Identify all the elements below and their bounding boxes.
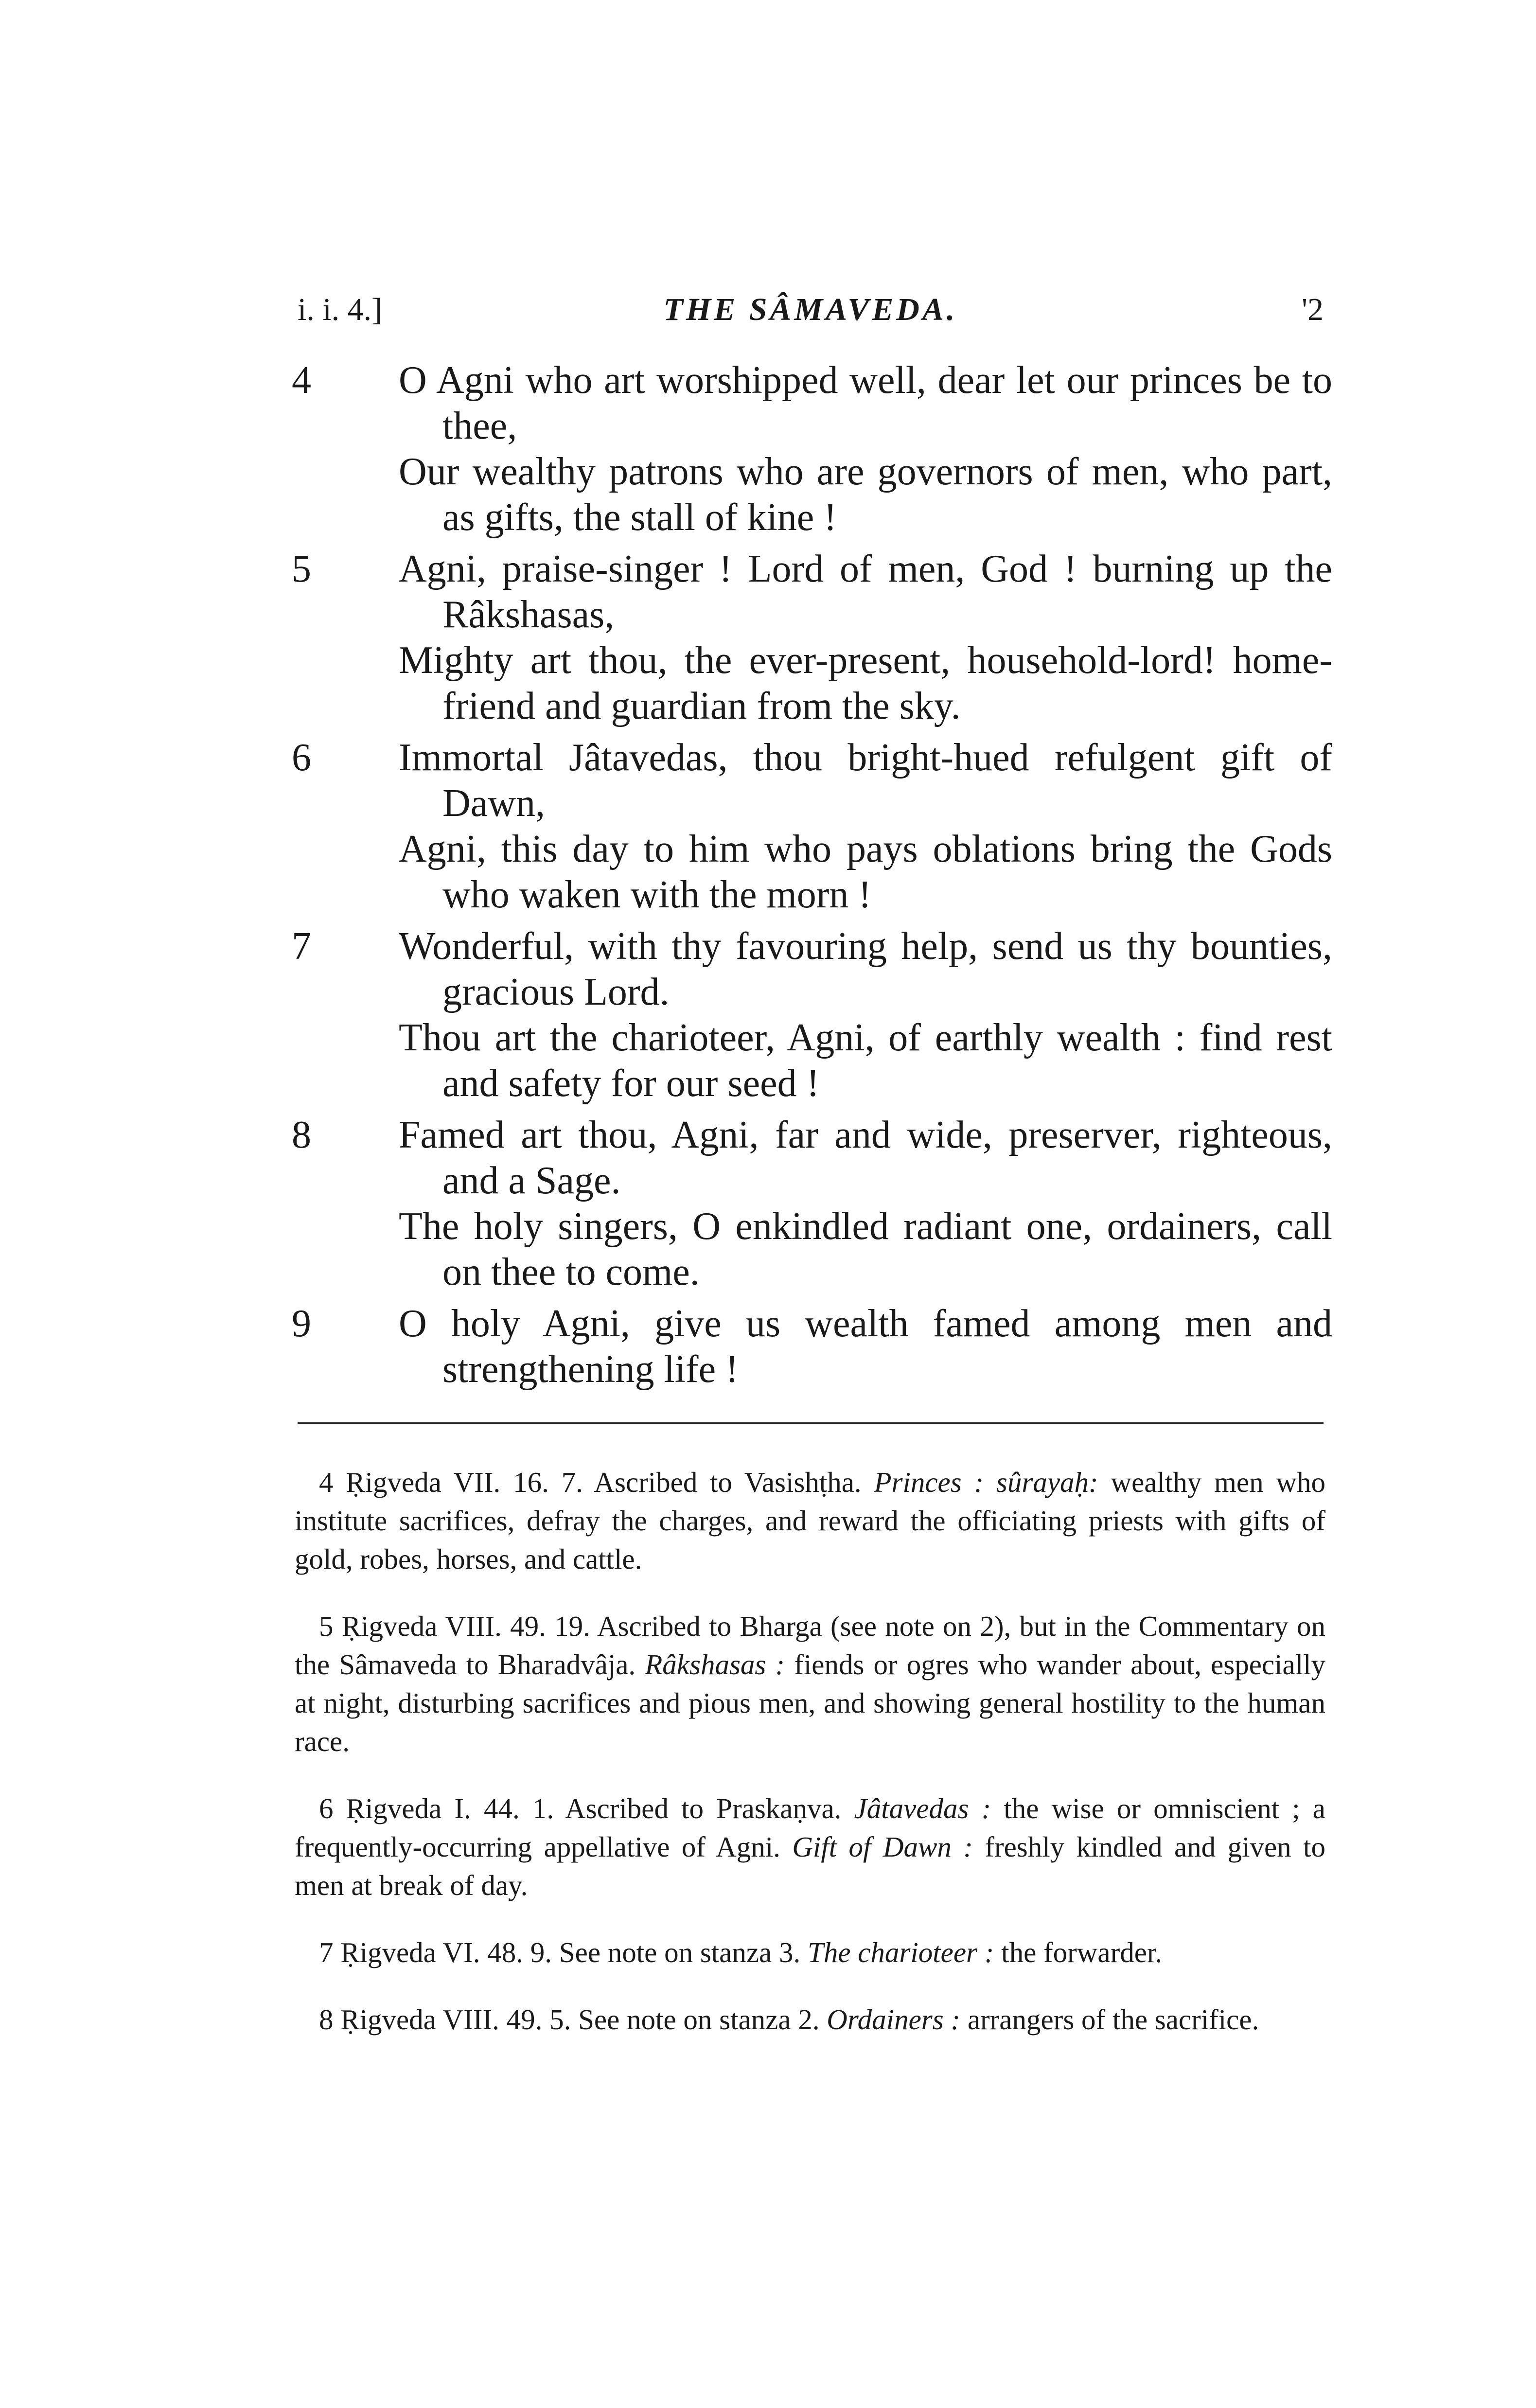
stanza-number: 9 (292, 1302, 311, 1345)
footnote (295, 1933, 1325, 1972)
note-source: 4 Ṛigveda VII. 16. 7. (319, 1466, 583, 1498)
page-title: THE SÂMAVEDA. (663, 292, 958, 327)
running-header (298, 288, 1324, 332)
stanza (292, 1112, 1332, 1295)
stanza-number: 5 (292, 548, 311, 590)
note-term: Princes : sûrayaḥ: (874, 1466, 1098, 1498)
note-source: 5 Ṛigveda VIII. 49. 19. (319, 1610, 590, 1642)
note-source: 8 Ṛigveda VIII. 49. 5. (319, 2003, 571, 2036)
verse-line: Our wealthy patrons who are governors of men, who part, as gifts, the stall of kine ! (399, 450, 1332, 539)
note-text: fiends or ogres who wander about, especially at night, disturbing sacrifices and pious men, and showing general hostility to the human race. (295, 1648, 1325, 1757)
verse-line: Agni, praise-singer ! Lord of men, God ! burning up the Râkshasas, (399, 548, 1332, 636)
note-text: Ascribed to Vasishṭha. (583, 1466, 874, 1498)
verse-block (292, 357, 1332, 1398)
note-term: Jâtavedas : (854, 1792, 991, 1824)
footnote (295, 1789, 1325, 1905)
note-term: Râkshasas : (645, 1648, 785, 1681)
stanza (292, 923, 1332, 1106)
stanza-number: 4 (292, 359, 311, 402)
note-text: Ascribed to Bharga (see note on 2), but in the Commentary on the Sâmaveda to Bharadvâja. (295, 1610, 1325, 1681)
stanza (292, 546, 1332, 729)
note-term: The charioteer : (808, 1936, 994, 1968)
note-text: Ascribed to Praskaṇva. (554, 1792, 854, 1824)
stanza (292, 1301, 1332, 1392)
verse-line: Wonderful, with thy favouring help, send us thy bounties, gracious Lord. (399, 925, 1332, 1013)
note-text: arrangers of the sacrifice. (960, 2003, 1259, 2036)
note-source: 6 Ṛigveda I. 44. 1. (319, 1792, 554, 1824)
verse-line: The holy singers, O enkindled radiant one, ordainers, call on thee to come. (399, 1205, 1332, 1293)
footnote-divider (298, 1422, 1324, 1424)
stanza (292, 735, 1332, 918)
footnote (295, 1463, 1325, 1578)
note-text: the wise or omniscient ; a frequently-occurring appellative of Agni. (295, 1792, 1325, 1863)
note-text: the forwarder. (994, 1936, 1163, 1968)
note-source: 7 Ṛigveda VI. 48. 9. (319, 1936, 552, 1968)
section-reference: i. i. 4.] (298, 292, 383, 327)
note-term: Gift of Dawn : (792, 1831, 973, 1863)
note-text: freshly kindled and given to men at break of day. (295, 1831, 1325, 1901)
stanza-number: 8 (292, 1114, 311, 1156)
verse-line: Mighty art thou, the ever-present, household-lord! home-friend and guardian from the sky. (399, 639, 1332, 727)
note-text: See note on stanza 3. (552, 1936, 808, 1968)
stanza-number: 7 (292, 925, 311, 968)
note-text: See note on stanza 2. (571, 2003, 827, 2036)
verse-line: O Agni who art worshipped well, dear let our princes be to thee, (399, 359, 1332, 447)
note-term: Ordainers : (827, 2003, 961, 2036)
verse-line: O holy Agni, give us wealth famed among men and strengthening life ! (399, 1302, 1332, 1391)
verse-line: Famed art thou, Agni, far and wide, preserver, righteous, and a Sage. (399, 1114, 1332, 1202)
stanza (292, 357, 1332, 540)
stanza-number: 6 (292, 736, 311, 779)
note-text: wealthy men who institute sacrifices, defray the charges, and reward the officiating priests with gifts of gold, robes, horses, and cattle. (295, 1466, 1326, 1575)
verse-line: Thou art the charioteer, Agni, of earthly wealth : find rest and safety for our seed ! (399, 1016, 1332, 1105)
footnote (295, 1607, 1325, 1761)
page-number: '2 (1302, 292, 1324, 327)
footnotes (295, 1434, 1325, 2046)
footnote (295, 2001, 1325, 2039)
verse-line: Agni, this day to him who pays oblations bring the Gods who waken with the morn ! (399, 828, 1332, 916)
verse-line: Immortal Jâtavedas, thou bright-hued refulgent gift of Dawn, (399, 736, 1332, 825)
